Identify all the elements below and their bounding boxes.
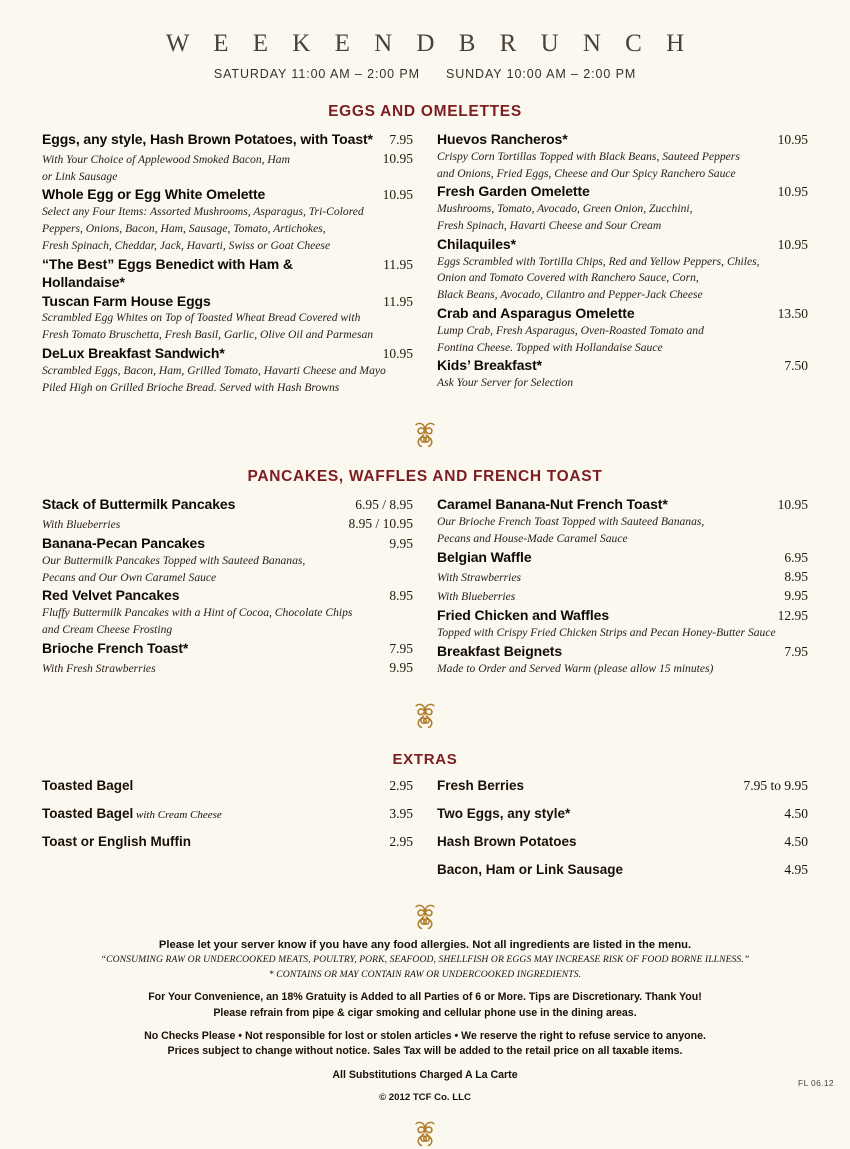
menu-item-description-row bbox=[437, 567, 808, 587]
menu-item-name: Crab and Asparagus Omelette bbox=[437, 305, 635, 322]
menu-item-description: Ask Your Server for Selection bbox=[437, 376, 574, 390]
menu-item-description-row bbox=[437, 375, 808, 392]
extras-item-name bbox=[437, 776, 743, 797]
menu-item-description-row bbox=[437, 514, 808, 531]
extras-right-column bbox=[425, 776, 808, 887]
menu-item-description-row bbox=[437, 254, 808, 271]
footer-notices bbox=[42, 938, 808, 1103]
triskelion-spiral-ornament bbox=[407, 900, 443, 932]
refrain-notice: Please refrain from pipe & cigar smoking and cellular phone use in the dining areas. bbox=[213, 1006, 637, 1019]
menu-item bbox=[437, 182, 808, 234]
pancakes-right-column bbox=[425, 495, 808, 677]
corner-code: FL 06.12 bbox=[798, 1078, 834, 1088]
extras-item-price: 4.95 bbox=[784, 861, 808, 877]
extras-left-column bbox=[42, 776, 425, 887]
menu-item bbox=[42, 586, 413, 638]
menu-item-description-row bbox=[42, 622, 413, 639]
menu-item-name: Brioche French Toast* bbox=[42, 639, 189, 656]
menu-item-description-row bbox=[437, 149, 808, 166]
menu-item-description: Mushrooms, Tomato, Avocado, Green Onion, Zucchini, bbox=[437, 202, 693, 216]
menu-item-description: Select any Four Items: Assorted Mushrooms, Asparagus, Tri-Colored bbox=[42, 205, 364, 219]
menu-item-description-row bbox=[42, 204, 413, 221]
extras-item-price: 2.95 bbox=[389, 778, 413, 794]
menu-item-description: Fresh Spinach, Cheddar, Jack, Havarti, Swiss or Goat Cheese bbox=[42, 238, 331, 252]
eggs-left-column bbox=[42, 130, 425, 396]
menu-item bbox=[42, 185, 413, 254]
menu-item-description: Topped with Crispy Fried Chicken Strips and Pecan Honey-Butter Sauce bbox=[437, 625, 776, 639]
extras-item-name bbox=[42, 832, 389, 853]
menu-item bbox=[437, 356, 808, 392]
menu-item-description-row bbox=[437, 270, 808, 287]
menu-item-price: 9.95 bbox=[389, 535, 413, 551]
menu-item-description: Lump Crab, Fresh Asparagus, Oven-Roasted Tomato and bbox=[437, 323, 704, 337]
menu-item-description: Crispy Corn Tortillas Topped with Black Beans, Sauteed Peppers bbox=[437, 149, 740, 163]
menu-item bbox=[42, 534, 413, 586]
menu-item-price: 10.95 bbox=[382, 345, 413, 361]
menu-item-description-row bbox=[42, 363, 413, 380]
menu-item-description-row bbox=[437, 340, 808, 357]
menu-item-description: Our Buttermilk Pancakes Topped with Sauteed Bananas, bbox=[42, 553, 306, 567]
extras-item-name bbox=[42, 776, 389, 797]
extras-row bbox=[437, 804, 808, 825]
menu-item-title-row bbox=[437, 642, 808, 661]
menu-item-description: With Blueberries bbox=[42, 518, 121, 532]
menu-item-price: 7.95 bbox=[389, 132, 413, 147]
extras-row bbox=[42, 832, 413, 853]
substitutions-notice: All Substitutions Charged A La Carte bbox=[332, 1068, 518, 1081]
menu-item-title-row bbox=[437, 548, 808, 567]
menu-item-description: Pecans and Our Own Caramel Sauce bbox=[42, 570, 217, 584]
menu-item-price: 6.95 bbox=[784, 549, 808, 565]
menu-item-name: Kids’ Breakfast* bbox=[437, 357, 543, 374]
copyright: © 2012 TCF Co. LLC bbox=[379, 1092, 471, 1104]
menu-item-price: 10.95 bbox=[382, 187, 413, 203]
extras-item-price: 7.95 to 9.95 bbox=[743, 778, 808, 794]
menu-item-title-row bbox=[42, 586, 413, 605]
menu-item-description: or Link Sausage bbox=[42, 169, 118, 183]
menu-item-description-row bbox=[437, 586, 808, 606]
ornament-divider-1 bbox=[42, 418, 808, 450]
menu-item-description-row bbox=[42, 514, 413, 534]
menu-item-description: Pecans and House-Made Caramel Sauce bbox=[437, 531, 628, 545]
menu-item-description: Made to Order and Served Warm (please allow 15 minutes) bbox=[437, 661, 714, 675]
triskelion-spiral-ornament bbox=[407, 699, 443, 731]
eggs-right-column bbox=[425, 130, 808, 396]
section-header-pancakes: PANCAKES, WAFFLES AND FRENCH TOAST bbox=[247, 468, 603, 486]
extras-row bbox=[437, 860, 808, 881]
menu-item-name: Tuscan Farm House Eggs bbox=[42, 292, 211, 309]
menu-item-description: Eggs Scrambled with Tortilla Chips, Red and Yellow Peppers, Chiles, bbox=[437, 254, 760, 268]
menu-item-price: 13.50 bbox=[777, 306, 808, 322]
menu-item-name: Belgian Waffle bbox=[437, 548, 532, 565]
extras-item-price: 3.95 bbox=[389, 806, 413, 822]
menu-item-sub-price: 8.95 bbox=[784, 568, 808, 584]
menu-item-price: 7.95 bbox=[784, 643, 808, 659]
menu-item-sub-price: 8.95 / 10.95 bbox=[348, 516, 413, 532]
menu-item-name: Huevos Rancheros* bbox=[437, 131, 568, 147]
extras-row bbox=[437, 832, 808, 853]
menu-item-name: Chilaquiles* bbox=[437, 235, 516, 252]
menu-item-description-row bbox=[42, 570, 413, 587]
menu-item-description-row bbox=[42, 605, 413, 622]
menu-item-description-row bbox=[437, 625, 808, 642]
menu-item-title-row bbox=[437, 356, 808, 375]
menu-item-description: Fresh Spinach, Havarti Cheese and Sour Cream bbox=[437, 219, 662, 233]
menu-item-name: DeLux Breakfast Sandwich* bbox=[42, 344, 225, 361]
menu-item-description-row bbox=[42, 658, 413, 678]
menu-item-description: Fresh Tomato Bruschetta, Fresh Basil, Garlic, Olive Oil and Parmesan bbox=[42, 328, 374, 342]
hours-line bbox=[42, 67, 808, 81]
menu-item-name: “The Best” Eggs Benedict with Ham & Hollandaise* bbox=[42, 255, 293, 291]
menu-item bbox=[437, 304, 808, 356]
menu-item-description: With Fresh Strawberries bbox=[42, 661, 156, 675]
allergy-notice: Please let your server know if you have any food allergies. Not all ingredients are listed in the menu. bbox=[158, 938, 692, 951]
extras-row bbox=[437, 776, 808, 797]
menu-item-title-row bbox=[437, 130, 808, 149]
menu-item-description-row bbox=[42, 310, 413, 327]
menu-item-title-row bbox=[42, 255, 413, 292]
menu-item-description: and Cream Cheese Frosting bbox=[42, 622, 173, 636]
extras-item-label: Hash Brown Potatoes bbox=[437, 833, 577, 849]
menu-item-description-row bbox=[437, 661, 808, 678]
menu-item-name: Breakfast Beignets bbox=[437, 642, 563, 659]
extras-item-label: Toasted Bagel bbox=[42, 778, 134, 794]
menu-item-title-row bbox=[42, 534, 413, 553]
extras-item-name bbox=[437, 804, 784, 825]
page-title: W E E K E N D B R U N C H bbox=[165, 30, 694, 57]
section-eggs-columns bbox=[42, 130, 808, 396]
extras-item-name bbox=[437, 860, 784, 881]
menu-item-sub-price: 9.95 bbox=[784, 588, 808, 604]
menu-item-title-row bbox=[42, 292, 413, 311]
ornament-divider-2 bbox=[42, 699, 808, 731]
extras-item-label: Two Eggs, any style* bbox=[437, 806, 571, 822]
extras-columns bbox=[42, 776, 808, 887]
menu-item-price: 10.95 bbox=[777, 184, 808, 200]
menu-item-description: Piled High on Grilled Brioche Bread. Served with Hash Browns bbox=[42, 380, 340, 394]
menu-item-price: 10.95 bbox=[777, 132, 808, 147]
ornament-divider-3 bbox=[42, 900, 808, 932]
footer-spacer-2 bbox=[42, 1021, 808, 1029]
menu-item-title-row bbox=[42, 495, 413, 514]
menu-item-title-row bbox=[42, 130, 413, 149]
menu-item-description-row bbox=[437, 531, 808, 548]
menu-item-name: Whole Egg or Egg White Omelette bbox=[42, 186, 266, 203]
extras-item-price: 4.50 bbox=[784, 806, 808, 822]
menu-item-description: Black Beans, Avocado, Cilantro and Pepper-Jack Cheese bbox=[437, 288, 703, 302]
menu-item-description: Fontina Cheese. Topped with Hollandaise Sauce bbox=[437, 340, 663, 354]
masthead bbox=[42, 0, 808, 81]
pancakes-left-column bbox=[42, 495, 425, 677]
extras-item-label: Toasted Bagel bbox=[42, 806, 134, 822]
menu-item-title-row bbox=[42, 639, 413, 658]
menu-item bbox=[42, 130, 413, 185]
menu-item bbox=[437, 606, 808, 642]
menu-item-name: Caramel Banana-Nut French Toast* bbox=[437, 496, 668, 513]
menu-item bbox=[42, 292, 413, 344]
menu-item bbox=[437, 235, 808, 304]
menu-item-name: Banana-Pecan Pancakes bbox=[42, 534, 205, 551]
menu-item-description-row bbox=[437, 323, 808, 340]
menu-item-price: 10.95 bbox=[777, 497, 808, 513]
section-header-extras: EXTRAS bbox=[392, 751, 458, 769]
menu-item-title-row bbox=[437, 235, 808, 254]
menu-item bbox=[437, 495, 808, 547]
footer-spacer-3 bbox=[42, 1060, 808, 1068]
menu-item bbox=[42, 639, 413, 678]
menu-item-title-row bbox=[42, 344, 413, 363]
extras-item-name bbox=[437, 832, 784, 853]
section-pancakes-columns bbox=[42, 495, 808, 677]
menu-item-description-row bbox=[42, 169, 413, 186]
extras-item-label: Fresh Berries bbox=[437, 778, 525, 794]
menu-item-price: 8.95 bbox=[389, 588, 413, 604]
menu-item-description-row bbox=[42, 238, 413, 255]
menu-item-name: Red Velvet Pancakes bbox=[42, 587, 180, 604]
menu-item-name: Eggs, any style, Hash Brown Potatoes, with Toast* bbox=[42, 131, 373, 147]
menu-item bbox=[437, 642, 808, 678]
ornament-footer bbox=[42, 1117, 808, 1149]
extras-item-price: 4.50 bbox=[784, 833, 808, 849]
menu-item-description-row bbox=[42, 149, 413, 169]
menu-item-description: Onion and Tomato Covered with Ranchero Sauce, Corn, bbox=[437, 271, 699, 285]
menu-item-price: 10.95 bbox=[777, 236, 808, 252]
menu-item-description-row bbox=[437, 201, 808, 218]
triskelion-spiral-ornament bbox=[407, 418, 443, 450]
menu-item-title-row bbox=[437, 606, 808, 625]
extras-item-price: 2.95 bbox=[389, 833, 413, 849]
menu-item-price: 11.95 bbox=[383, 256, 413, 272]
menu-item bbox=[437, 548, 808, 606]
menu-item-title-row bbox=[437, 304, 808, 323]
menu-item-description-row bbox=[437, 218, 808, 235]
prices-notice: Prices subject to change without notice. Sales Tax will be added to the retail price on all taxable items. bbox=[167, 1045, 683, 1058]
menu-item-description-row bbox=[42, 553, 413, 570]
menu-item-title-row bbox=[437, 495, 808, 514]
menu-item-description-row bbox=[42, 327, 413, 344]
extras-row bbox=[42, 776, 413, 797]
extras-item-note: with Cream Cheese bbox=[133, 809, 222, 822]
menu-item-description: Scrambled Eggs, Bacon, Ham, Grilled Tomato, Havarti Cheese and Mayo bbox=[42, 363, 386, 377]
menu-item-description: Scrambled Egg Whites on Top of Toasted Wheat Bread Covered with bbox=[42, 311, 361, 325]
extras-item-label: Bacon, Ham or Link Sausage bbox=[437, 861, 624, 877]
menu-item-price: 11.95 bbox=[383, 293, 413, 309]
menu-item-description: With Strawberries bbox=[437, 570, 522, 584]
consuming-notice: “CONSUMING RAW OR UNDERCOOKED MEATS, POULTRY, PORK, SEAFOOD, SHELLFISH OR EGGS MAY INCREASE RISK OF FOOD BORNE ILLNESS.” bbox=[100, 954, 750, 966]
menu-item-price: 7.95 bbox=[389, 640, 413, 656]
menu-item-description: and Onions, Fried Eggs, Cheese and Our Spicy Ranchero Sauce bbox=[437, 166, 736, 180]
menu-item-name: Fried Chicken and Waffles bbox=[437, 607, 610, 624]
menu-item bbox=[42, 255, 413, 292]
menu-item bbox=[42, 344, 413, 396]
extras-item-label: Toast or English Muffin bbox=[42, 833, 191, 849]
menu-item-description: Fluffy Buttermilk Pancakes with a Hint of Cocoa, Chocolate Chips bbox=[42, 606, 353, 620]
extras-row bbox=[42, 804, 413, 825]
menu-item bbox=[42, 495, 413, 534]
extras-item-name bbox=[42, 804, 389, 825]
menu-item-description: With Blueberries bbox=[437, 590, 516, 604]
footer-spacer-1 bbox=[42, 982, 808, 990]
menu-item-description: Peppers, Onions, Bacon, Ham, Sausage, Tomato, Artichokes, bbox=[42, 222, 326, 236]
menu-item-title-row bbox=[437, 182, 808, 201]
menu-item-name: Fresh Garden Omelette bbox=[437, 183, 590, 200]
no-checks-notice: No Checks Please • Not responsible for lost or stolen articles • We reserve the right to refuse service to anyone. bbox=[144, 1029, 706, 1042]
menu-item-description-row bbox=[437, 287, 808, 304]
menu-item-description-row bbox=[437, 166, 808, 183]
menu-item-description: With Your Choice of Applewood Smoked Bacon, Ham bbox=[42, 152, 290, 166]
gratuity-notice: For Your Convenience, an 18% Gratuity is Added to all Parties of 6 or More. Tips are Discretionary. Thank You! bbox=[148, 991, 702, 1004]
asterisk-notice: * CONTAINS OR MAY CONTAIN RAW OR UNDERCOOKED INGREDIENTS. bbox=[268, 968, 582, 980]
hours-saturday: SATURDAY 11:00 AM – 2:00 PM bbox=[213, 67, 420, 81]
menu-item-price: 7.50 bbox=[784, 358, 808, 374]
menu-item-description-row bbox=[42, 380, 413, 397]
menu-item-sub-price: 9.95 bbox=[389, 659, 413, 675]
menu-item-price: 6.95 / 8.95 bbox=[355, 497, 413, 513]
hours-sunday: SUNDAY 10:00 AM – 2:00 PM bbox=[445, 67, 637, 81]
menu-item-description-row bbox=[42, 221, 413, 238]
section-header-eggs: EGGS AND OMELETTES bbox=[328, 103, 522, 120]
menu-item-description: Our Brioche French Toast Topped with Sauteed Bananas, bbox=[437, 515, 705, 529]
menu-item-price: 12.95 bbox=[777, 608, 808, 624]
menu-item-name: Stack of Buttermilk Pancakes bbox=[42, 496, 236, 513]
menu-item-sub-price: 10.95 bbox=[382, 150, 413, 166]
triskelion-spiral-ornament bbox=[407, 1117, 443, 1149]
menu-item-title-row bbox=[42, 185, 413, 204]
menu-item bbox=[437, 130, 808, 182]
